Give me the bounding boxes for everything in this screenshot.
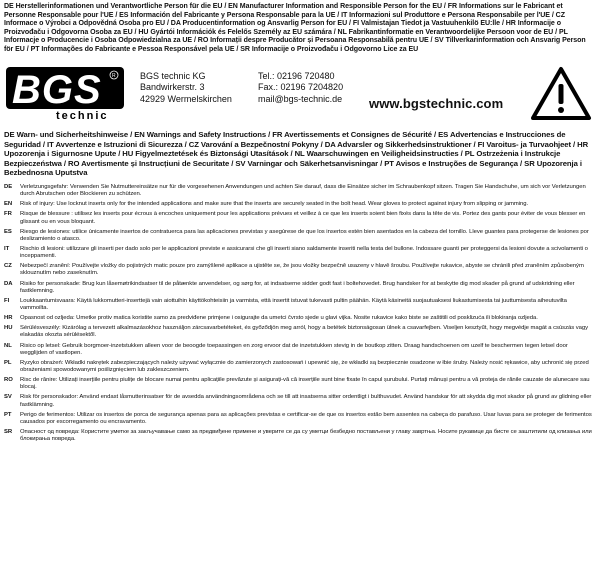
language-code: NL: [4, 342, 12, 349]
svg-text:R: R: [112, 73, 116, 79]
warning-row: [4, 184, 596, 198]
warning-row: [4, 298, 596, 312]
company-tel: Tel.: 02196 720480: [258, 71, 335, 81]
warning-text: Sérülésveszély: Kizárólag a tervezett alkalmazásokhoz használjon zárcsavarbetéteket, és győződjön meg arról, hogy a betétek biztonságosan ülnek a csavarfejben. Viseljen kesztyűt, hogy megvédje magát a csúszás vagy elakadás okozta sérülésektől.: [20, 325, 588, 339]
warning-row: [4, 394, 596, 408]
warnings-heading: DE Warn- und Sicherheitshinweise / EN Warnings and Safety Instructions / FR Avertissements et Consignes de Sécurité / ES Advertencias e Instrucciones de Seguridad / IT Avvertenze e Istruzioni di Sicurezza / CZ Varování a Bezpečnostní Pokyny / DA Advarsler og Sikkerhedsinstruktioner / FI Varoitus- ja Turvaohjeet / HR Upozorenja i Sigurnosne Upute / HU Figyelmeztetések és Biztonsági Utasítások / NL Waarschuwingen en Veiligheidsinstructies / PL Ostrzeżenia i Instrukcje Bezpieczeństwa / RO Avertismente și Instrucțiuni de Securitate / SV Varningar och Säkerhetsanvisningar / PT Avisos e Instruções de Segurança / SR Upozorenja i Bezbednosna Uputstva: [4, 130, 589, 178]
language-code: DA: [4, 280, 13, 287]
warning-row: [4, 281, 596, 295]
document-page: [4, 0, 596, 443]
svg-text:BGS: BGS: [12, 68, 102, 112]
company-website[interactable]: www.bgstechnic.com: [369, 96, 504, 111]
company-address: [140, 71, 232, 105]
language-code: PL: [4, 359, 12, 366]
warning-row: [4, 343, 596, 357]
warning-triangle-icon: [530, 66, 592, 122]
warning-text: Verletzungsgefahr: Verwenden Sie Nutmuttereinsätze nur für die vorgesehenen Anwendungen und achten Sie darauf, dass die Einsätze sicher im Schraubenkopf sitzen. Tragen Sie Handschuhe, um sich vor Verletzungen durch Abrutschen oder Blockieren zu schützen.: [20, 184, 586, 198]
warning-text: Risiko for personskade: Brug kun låsemøtrikindsatser til de påtænkte anvendelser, og sørg for, at indsatserne sidder godt fast i boltehovedet. Brug handsker for at beskytte dig mod skader på grund af udskridning eller fastklemning.: [20, 280, 575, 294]
warning-text: Ryzyko obrażeń: Wkładki nakrętek zabezpieczających należy używać wyłącznie do zamierzonych zastosowań i upewnić się, że wkładki są bezpiecznie osadzone w łbie śruby. Należy nosić rękawice, aby uchronić się przed obrażeniami spowodowanymi poślizgnięciem lub zakleszczeniem.: [20, 359, 589, 373]
company-name: BGS technic KG: [140, 71, 206, 81]
warning-row: [4, 211, 596, 225]
warning-row: [4, 315, 596, 322]
warnings-list: [4, 184, 596, 443]
language-code: IT: [4, 246, 10, 253]
svg-text:technic: technic: [56, 110, 109, 121]
bgs-technic-logo: [6, 67, 124, 121]
warning-row: [4, 429, 596, 443]
language-code: EN: [4, 201, 13, 208]
warning-row: [4, 325, 596, 339]
warning-row: [4, 412, 596, 426]
language-code: PT: [4, 411, 12, 418]
language-code: FI: [4, 297, 10, 304]
manufacturer-info-heading: DE Herstellerinformationen und Verantwortliche Person für die EU / EN Manufacturer Information and Responsible Person for the EU / FR Informations sur le Fabricant et Personne Responsable pour l'UE / ES Información del Fabricante y Persona Responsable para la UE / IT Informazioni sul Produttore e Persona Responsabile per l'UE / CZ Informace o Výrobci a Odpovědná Osoba pro EU / DA Producentinformation og Ansvarlig Person for EU / FI Valmistajan Tiedot ja Vastuuhenkilö EU:lle / HR Informacije o Proizvođaču i Odgovorna Osoba za EU / HU Gyártói Információk és Felelős Személy az EU számára / NL Fabrikantinformatie en Verantwoordelijke Persoon voor de EU / PL Informacje o Producencie i Osoba Odpowiedzialna za UE / RO Informații despre Producător și Persoana Responsabilă pentru UE / SV Tillverkarinformation och Ansvarig Person för EU / PT Informações do Fabricante e Pessoa Responsável pela UE / SR Informacije o Proizvođaču i Odgovorno Lice za EU: [4, 3, 586, 53]
warning-row: [4, 229, 596, 243]
language-code: FR: [4, 211, 12, 218]
company-street: Bandwirkerstr. 3: [140, 82, 205, 93]
warning-text: Nebezpečí zranění: Používejte vložky do pojistných matic pouze pro zamýšlené aplikace a ujistěte se, že jsou vložky bezpečně usazeny v hlavě šroubu. Používejte rukavice, abyste se chránili před zraněním způsobeným sklouznutím nebo zaseknutím.: [20, 263, 584, 277]
company-contact: [258, 71, 343, 105]
warning-row: [4, 360, 596, 374]
warning-text: Opasnost od ozljeda: Umetke protiv matica koristite samo za predviđene primjene i osigurajte da umetci čvrsto sjede u glavi vijka. Nosite rukavice kako biste se zaštitili od posklizuća ili blokiranja ozljeda.: [20, 315, 538, 322]
company-city: 42929 Wermelskirchen: [140, 93, 232, 104]
warning-text: Risk för personskador: Använd endast låsmutterinsatser för de avsedda användningsområdena och se till att insatserna sitter ordentligt i bulthuvudet. Använd handskar för att skydda dig mot skador på grund av glidning eller fastklämning.: [20, 394, 592, 408]
warning-text: Risk of injury: Use locknut inserts only for the intended applications and make sure that the inserts are securely seated in the bolt head. Wear gloves to protect against injury from slipping or jamming.: [20, 201, 529, 208]
language-code: CZ: [4, 263, 12, 270]
warning-row: [4, 246, 596, 260]
language-code: ES: [4, 228, 12, 235]
language-code: HU: [4, 325, 13, 332]
language-code: HR: [4, 315, 13, 322]
warning-text: Rischio di lesioni: utilizzare gli inserti per dado solo per le applicazioni previste e assicurarsi che gli inserti siano saldamente inseriti nella testa del bullone. Indossare guanti per proteggersi da lesioni dovute a scivolamenti o inceppamenti.: [20, 246, 588, 260]
language-code: SV: [4, 394, 12, 401]
company-block: [4, 65, 596, 128]
warning-text: Risico op letsel: Gebruik borgmoer-inzetstukken alleen voor de beoogde toepassingen en zorg ervoor dat de inzetstukken stevig in de boutkop zitten. Draag handschoenen om uzelf te beschermen tegen letsel door wegglijden of vastlopen.: [20, 342, 568, 356]
warning-text: Perigo de ferimentos: Utilizar os insertos de porca de segurança apenas para as aplicações previstas e certificar-se de que os insertos estão bem assentes na cabeça do parafuso. Usar luvas para se proteger de ferimentos causados por escorregamento ou encravamento.: [20, 411, 592, 425]
company-fax: Fax.: 02196 7204820: [258, 82, 344, 93]
language-code: RO: [4, 377, 13, 384]
language-code: SR: [4, 429, 13, 436]
warning-row: [4, 201, 596, 208]
warning-row: [4, 377, 596, 391]
warning-text: Risc de rănire: Utilizați inserțiile pentru piulițe de blocare numai pentru aplicațiile prevăzute și asigurați-vă că inserțiile sunt bine fixate în capul șurubului. Purtați mănuși pentru a vă proteja de rănile cauzate de alunecare sau blocaj.: [20, 377, 590, 391]
warning-text: Risque de blessure : utilisez les inserts pour écrous à encoches uniquement pour les applications prévues et veillez à ce que les inserts soient bien fixés dans la tête de vis. Portez des gants pour éviter de vous blesser en glissant ou en vous bloquant.: [20, 211, 586, 225]
warning-text: Опасност од повреда: Користите уметке за закључавање само за предвиђене примене и уверите се да су уметци безбедно постављени у главу завртња. Носите рукавице да бисте се заштитили од клизања или блокирања повреда.: [20, 429, 592, 443]
language-code: DE: [4, 184, 13, 190]
company-mail[interactable]: mail@bgs-technic.de: [258, 93, 343, 104]
warning-text: Loukkaantumisvaara: Käytä lukkomutteri-inserttejä vain aiottuihin käyttökohteisiin ja varmista, että insertit istuvat tukevasti pultin päähän. Käytä käsineitä suojautuaksesi liukastumisesta tai juuttumisesta aiheutuvilta vammoilta.: [20, 297, 567, 311]
warning-row: [4, 263, 596, 277]
warning-text: Riesgo de lesiones: utilice únicamente insertos de contratuerca para las aplicaciones previstas y asegúrese de que los insertos estén bien asentados en la cabeza del tornillo. Lleve guantes para protegerse de lesiones por deslizamiento o atasco.: [20, 228, 589, 242]
